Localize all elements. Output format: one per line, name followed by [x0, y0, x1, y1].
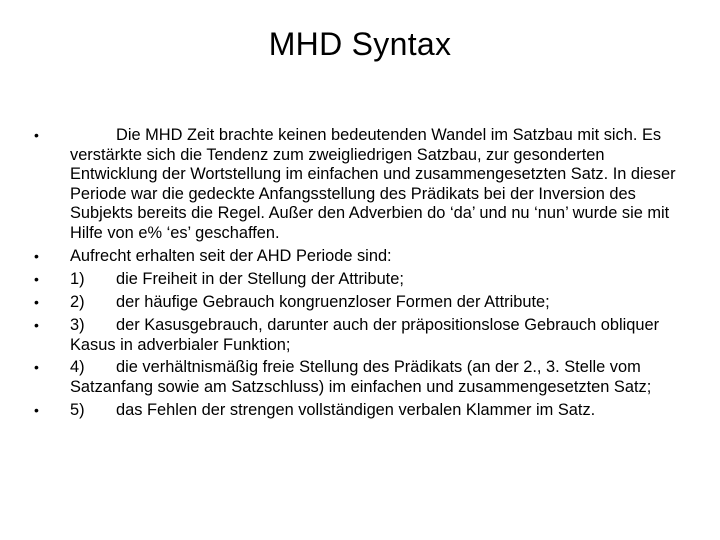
list-item-text: Aufrecht erhalten seit der AHD Periode sind: [70, 246, 392, 265]
list-item-text: Die MHD Zeit brachte keinen bedeutenden Wandel im Satzbau mit sich. Es verstärkte sich die Tendenz zum zweigliedrigen Satzbau, zur gesonderten Entwicklung der Wortstellung im einfachen und zusammengesetzten Satz. In dieser Periode war die gedeckte Anfangsstellung des Prädikats bei der Inversion des Subjekts bereits die Regel. Außer den Adverbien do ‘da’ und nu ‘nun’ wurde sie mit Hilfe von e% ‘es’ geschaffen. [70, 126, 676, 242]
bullet-icon: • [34, 359, 39, 376]
list-item [34, 293, 690, 313]
list-item-text: die verhältnismäßig freie Stellung des Prädikats (an der 2., 3. Stelle vom Satzanfang sowie am Satzschluss) im einfachen und zusammengesetzten Satz; [70, 358, 652, 397]
bullet-icon: • [34, 402, 39, 419]
bullet-list [34, 126, 690, 424]
list-item-number: 3) [70, 315, 85, 334]
list-item-text: die Freiheit in der Stellung der Attribute; [116, 269, 404, 288]
list-item-number: 5) [70, 401, 85, 420]
bullet-icon: • [34, 293, 39, 310]
list-item-text: der Kasusgebrauch, darunter auch der präpositionslose Gebrauch obliquer Kasus in adverbialer Funktion; [70, 315, 660, 354]
list-item-text: das Fehlen der strengen vollständigen verbalen Klammer im Satz. [116, 401, 596, 420]
list-item-number: 4) [70, 358, 85, 377]
list-item [34, 316, 690, 355]
list-item [34, 247, 690, 267]
bullet-icon: • [34, 127, 39, 143]
bullet-icon: • [34, 270, 39, 287]
bullet-icon: • [34, 316, 39, 333]
list-item [34, 401, 690, 421]
list-item [34, 126, 690, 244]
list-item [34, 270, 690, 290]
slide-title: MHD Syntax [268, 26, 452, 62]
list-item-number: 1) [70, 269, 85, 288]
bullet-icon: • [34, 247, 39, 264]
list-item [34, 358, 690, 397]
list-item-text: der häufige Gebrauch kongruenzloser Formen der Attribute; [116, 292, 550, 311]
list-item-number: 2) [70, 292, 85, 311]
